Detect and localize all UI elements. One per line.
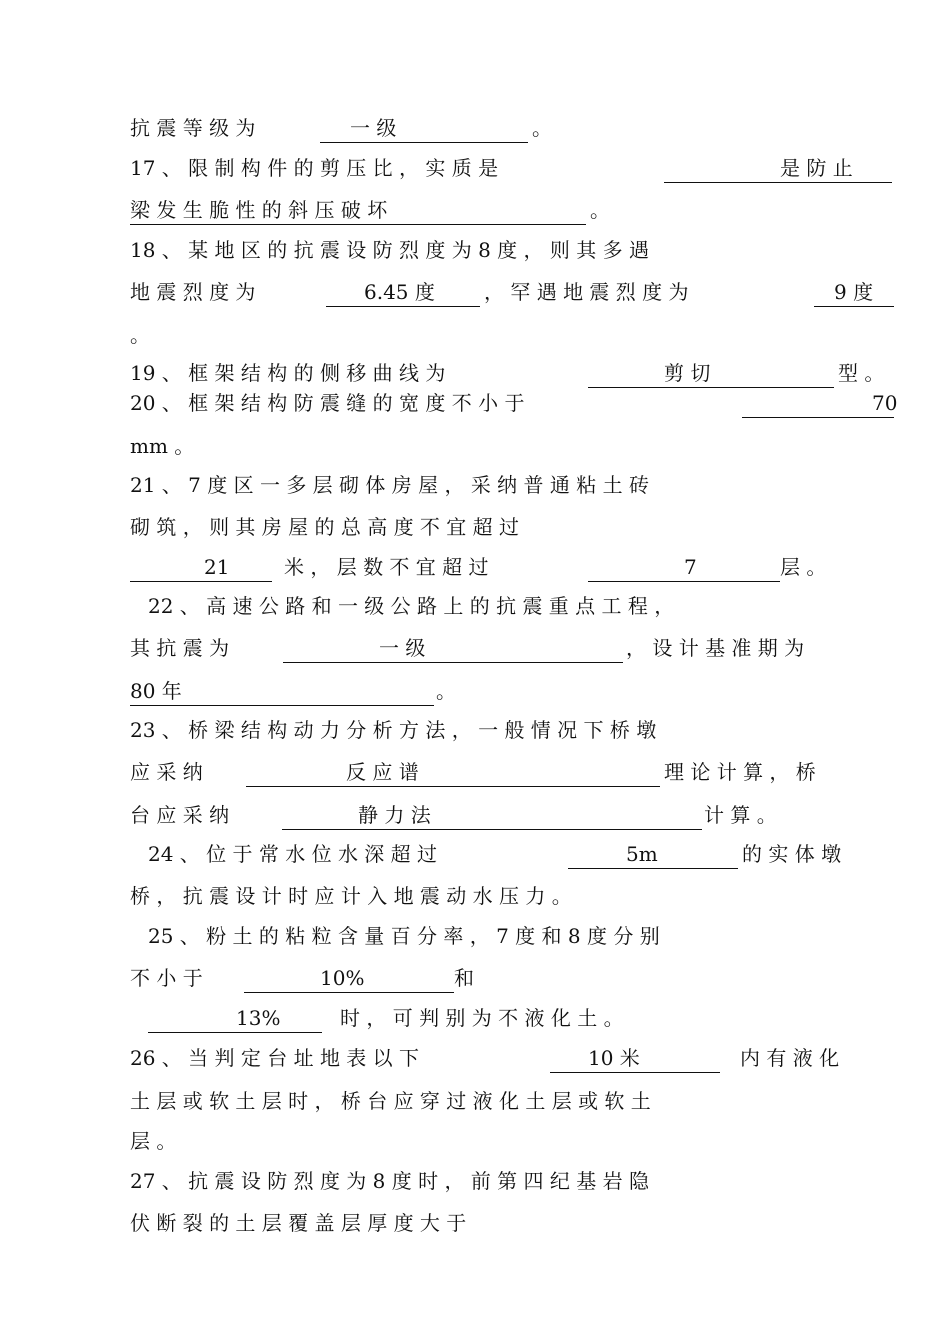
line-text: 和 <box>454 966 474 990</box>
answer-blank <box>244 963 454 993</box>
answer-text: 一 级 <box>379 636 426 660</box>
line-text: 理 论 计 算 ， 桥 <box>664 760 816 784</box>
answer-text: 13% <box>236 1006 281 1030</box>
line-text: 层 。 <box>780 555 827 579</box>
line-text: 不 小 于 <box>130 966 203 990</box>
line-text: 层 。 <box>130 1129 177 1153</box>
answer-text: 剪 切 <box>664 361 711 385</box>
answer-blank <box>148 1003 322 1033</box>
line-text: 。 <box>436 679 456 703</box>
line-text: 19 、 框 架 结 构 的 侧 移 曲 线 为 <box>130 361 446 385</box>
answer-blank <box>282 800 702 830</box>
answer-text: 10% <box>320 966 365 990</box>
line-text: 17 、 限 制 构 件 的 剪 压 比 ， 实 质 是 <box>130 156 499 180</box>
line-text: 地 震 烈 度 为 <box>130 280 256 304</box>
answer-blank <box>130 676 434 706</box>
line-text: 伏 断 裂 的 土 层 覆 盖 层 厚 度 大 于 <box>130 1211 467 1235</box>
answer-text: 6.45 度 <box>364 280 435 304</box>
line-text: mm 。 <box>130 434 195 458</box>
line-text: 的 实 体 墩 <box>742 842 842 866</box>
answer-text: 21 <box>204 555 230 579</box>
line-text: ， 设 计 基 准 期 为 <box>626 636 805 660</box>
line-text: ， 罕 遇 地 震 烈 度 为 <box>484 280 689 304</box>
line-text: 桥 ， 抗 震 设 计 时 应 计 入 地 震 动 水 压 力 。 <box>130 884 572 908</box>
answer-blank <box>550 1043 720 1073</box>
answer-text: 9 度 <box>834 280 874 304</box>
line-text: 18 、 某 地 区 的 抗 震 设 防 烈 度 为 8 度 ， 则 其 多 遇 <box>130 238 649 262</box>
answer-blank <box>588 358 834 388</box>
answer-blank <box>588 552 780 582</box>
line-text: 应 采 纳 <box>130 760 203 784</box>
line-text: 。 <box>590 198 610 222</box>
line-text: 抗 震 等 级 为 <box>130 116 256 140</box>
answer-blank <box>130 552 272 582</box>
line-text: 时 ， 可 判 别 为 不 液 化 土 。 <box>340 1006 624 1030</box>
line-text: 27 、 抗 震 设 防 烈 度 为 8 度 时 ， 前 第 四 纪 基 岩 隐 <box>130 1169 649 1193</box>
line-text: 26 、 当 判 定 台 址 地 表 以 下 <box>130 1046 420 1070</box>
line-text: 20 、 框 架 结 构 防 震 缝 的 宽 度 不 小 于 <box>130 391 525 415</box>
answer-blank <box>814 277 894 307</box>
line-text: 21 、 7 度 区 一 多 层 砌 体 房 屋 ， 采 纳 普 通 粘 土 砖 <box>130 473 649 497</box>
line-text: 内 有 液 化 <box>740 1046 840 1070</box>
answer-blank <box>742 388 898 418</box>
answer-text: 静 力 法 <box>358 803 431 827</box>
answer-blank <box>246 757 660 787</box>
line-text: 。 <box>130 323 150 347</box>
answer-text: 是 防 止 <box>780 156 853 180</box>
line-text: 米 ， 层 数 不 宜 超 过 <box>284 555 489 579</box>
answer-text: 80 年 <box>130 679 182 703</box>
line-text: 土 层 或 软 土 层 时 ， 桥 台 应 穿 过 液 化 土 层 或 软 土 <box>130 1089 651 1113</box>
answer-blank <box>283 633 623 663</box>
answer-text: 一 级 <box>350 116 397 140</box>
line-text: 砌 筑 ， 则 其 房 屋 的 总 高 度 不 宜 超 过 <box>130 515 520 539</box>
answer-text: 7 <box>684 555 697 579</box>
answer-blank <box>664 153 892 183</box>
answer-blank <box>130 195 586 225</box>
answer-blank <box>326 277 480 307</box>
answer-blank <box>320 113 528 143</box>
line-text: 22 、 高 速 公 路 和 一 级 公 路 上 的 抗 震 重 点 工 程 ， <box>148 594 675 618</box>
line-text: 计 算 。 <box>704 803 777 827</box>
line-text: 。 <box>532 116 552 140</box>
answer-text: 70 <box>872 391 898 415</box>
line-text: 台 应 采 纳 <box>130 803 230 827</box>
line-text: 型 。 <box>838 361 885 385</box>
answer-text: 10 米 <box>588 1046 640 1070</box>
answer-text: 梁 发 生 脆 性 的 斜 压 破 坏 <box>130 198 388 222</box>
line-text: 其 抗 震 为 <box>130 636 230 660</box>
answer-blank <box>568 839 738 869</box>
line-text: 23 、 桥 梁 结 构 动 力 分 析 方 法 ， 一 般 情 况 下 桥 墩 <box>130 718 657 742</box>
line-text: 25 、 粉 土 的 粘 粒 含 量 百 分 率 ， 7 度 和 8 度 分 别 <box>148 924 660 948</box>
line-text: 24 、 位 于 常 水 位 水 深 超 过 <box>148 842 438 866</box>
answer-text: 反 应 谱 <box>346 760 419 784</box>
answer-text: 5m <box>626 842 658 866</box>
